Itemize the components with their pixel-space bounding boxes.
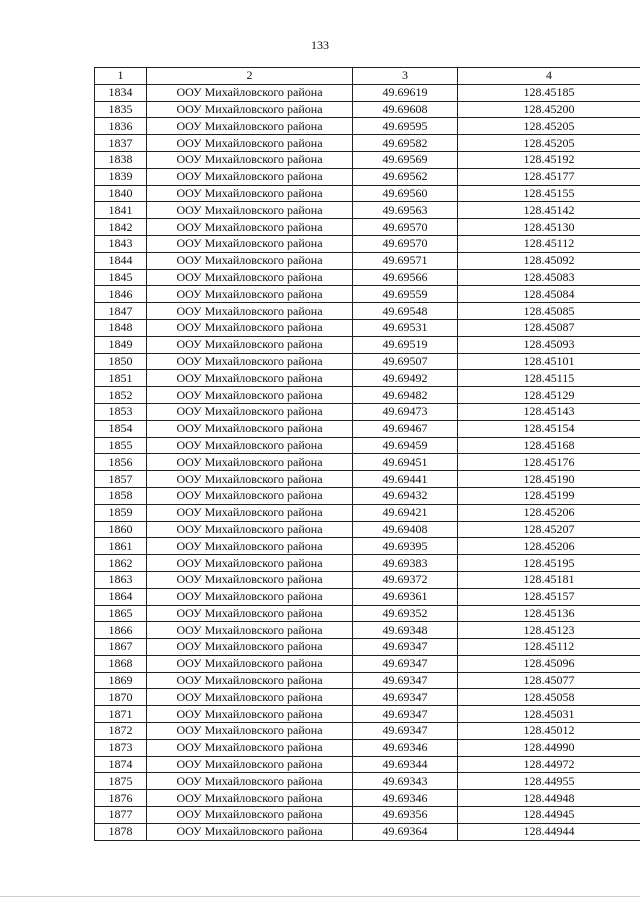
- longitude-cell: 128.45190: [458, 471, 640, 488]
- longitude-cell: 128.45157: [458, 588, 640, 605]
- table-row: [95, 319, 640, 336]
- latitude-cell: 49.69459: [353, 437, 458, 454]
- longitude-cell: 128.45195: [458, 555, 640, 572]
- longitude-cell: 128.45207: [458, 521, 640, 538]
- organization-cell: ООУ Михайловского района: [147, 504, 353, 521]
- table-row: [95, 252, 640, 269]
- point-number-cell: 1875: [95, 773, 147, 790]
- organization-cell: ООУ Михайловского района: [147, 689, 353, 706]
- table-row: [95, 303, 640, 320]
- longitude-cell: 128.45168: [458, 437, 640, 454]
- longitude-cell: 128.44944: [458, 823, 640, 840]
- scan-edge-line: [0, 896, 640, 897]
- organization-cell: ООУ Михайловского района: [147, 118, 353, 135]
- organization-cell: ООУ Михайловского района: [147, 723, 353, 740]
- table-row: [95, 689, 640, 706]
- organization-cell: ООУ Михайловского района: [147, 269, 353, 286]
- longitude-cell: 128.45129: [458, 387, 640, 404]
- header-row: [95, 68, 640, 85]
- latitude-cell: 49.69352: [353, 605, 458, 622]
- latitude-cell: 49.69343: [353, 773, 458, 790]
- latitude-cell: 49.69569: [353, 151, 458, 168]
- organization-cell: ООУ Михайловского района: [147, 487, 353, 504]
- organization-cell: ООУ Михайловского района: [147, 168, 353, 185]
- latitude-cell: 49.69364: [353, 823, 458, 840]
- latitude-cell: 49.69383: [353, 555, 458, 572]
- table-row: [95, 151, 640, 168]
- longitude-cell: 128.45031: [458, 706, 640, 723]
- latitude-cell: 49.69608: [353, 101, 458, 118]
- longitude-cell: 128.45199: [458, 487, 640, 504]
- point-number-cell: 1848: [95, 319, 147, 336]
- organization-cell: ООУ Михайловского района: [147, 135, 353, 152]
- longitude-cell: 128.45101: [458, 353, 640, 370]
- organization-cell: ООУ Михайловского района: [147, 756, 353, 773]
- organization-cell: ООУ Михайловского района: [147, 807, 353, 824]
- table-row: [95, 135, 640, 152]
- point-number-cell: 1874: [95, 756, 147, 773]
- table-row: [95, 235, 640, 252]
- longitude-cell: 128.45143: [458, 403, 640, 420]
- point-number-cell: 1845: [95, 269, 147, 286]
- point-number-cell: 1870: [95, 689, 147, 706]
- point-number-cell: 1869: [95, 672, 147, 689]
- organization-cell: ООУ Михайловского района: [147, 420, 353, 437]
- latitude-cell: 49.69566: [353, 269, 458, 286]
- longitude-cell: 128.45012: [458, 723, 640, 740]
- longitude-cell: 128.44955: [458, 773, 640, 790]
- header-col-2: 2: [147, 68, 353, 85]
- point-number-cell: 1834: [95, 84, 147, 101]
- header-col-3: 3: [353, 68, 458, 85]
- point-number-cell: 1876: [95, 790, 147, 807]
- longitude-cell: 128.45176: [458, 454, 640, 471]
- point-number-cell: 1839: [95, 168, 147, 185]
- latitude-cell: 49.69570: [353, 219, 458, 236]
- table-row: [95, 84, 640, 101]
- organization-cell: ООУ Михайловского района: [147, 555, 353, 572]
- table-row: [95, 538, 640, 555]
- longitude-cell: 128.45112: [458, 235, 640, 252]
- table-row: [95, 437, 640, 454]
- latitude-cell: 49.69432: [353, 487, 458, 504]
- latitude-cell: 49.69531: [353, 319, 458, 336]
- table-body: [95, 84, 640, 840]
- longitude-cell: 128.45092: [458, 252, 640, 269]
- organization-cell: ООУ Михайловского района: [147, 571, 353, 588]
- longitude-cell: 128.45084: [458, 286, 640, 303]
- table-row: [95, 672, 640, 689]
- longitude-cell: 128.45200: [458, 101, 640, 118]
- longitude-cell: 128.45192: [458, 151, 640, 168]
- organization-cell: ООУ Михайловского района: [147, 538, 353, 555]
- table-row: [95, 588, 640, 605]
- point-number-cell: 1859: [95, 504, 147, 521]
- latitude-cell: 49.69347: [353, 639, 458, 656]
- point-number-cell: 1878: [95, 823, 147, 840]
- organization-cell: ООУ Михайловского района: [147, 739, 353, 756]
- organization-cell: ООУ Михайловского района: [147, 773, 353, 790]
- point-number-cell: 1867: [95, 639, 147, 656]
- point-number-cell: 1852: [95, 387, 147, 404]
- table-row: [95, 790, 640, 807]
- latitude-cell: 49.69361: [353, 588, 458, 605]
- point-number-cell: 1838: [95, 151, 147, 168]
- table-row: [95, 807, 640, 824]
- table-row: [95, 269, 640, 286]
- point-number-cell: 1847: [95, 303, 147, 320]
- longitude-cell: 128.45155: [458, 185, 640, 202]
- organization-cell: ООУ Михайловского района: [147, 706, 353, 723]
- longitude-cell: 128.45206: [458, 538, 640, 555]
- table-row: [95, 605, 640, 622]
- table-row: [95, 555, 640, 572]
- longitude-cell: 128.44948: [458, 790, 640, 807]
- organization-cell: ООУ Михайловского района: [147, 605, 353, 622]
- latitude-cell: 49.69441: [353, 471, 458, 488]
- table-row: [95, 101, 640, 118]
- point-number-cell: 1871: [95, 706, 147, 723]
- latitude-cell: 49.69346: [353, 790, 458, 807]
- latitude-cell: 49.69507: [353, 353, 458, 370]
- table-row: [95, 202, 640, 219]
- latitude-cell: 49.69347: [353, 723, 458, 740]
- latitude-cell: 49.69344: [353, 756, 458, 773]
- point-number-cell: 1864: [95, 588, 147, 605]
- organization-cell: ООУ Михайловского района: [147, 370, 353, 387]
- organization-cell: ООУ Михайловского района: [147, 151, 353, 168]
- point-number-cell: 1873: [95, 739, 147, 756]
- point-number-cell: 1863: [95, 571, 147, 588]
- longitude-cell: 128.45087: [458, 319, 640, 336]
- latitude-cell: 49.69421: [353, 504, 458, 521]
- longitude-cell: 128.45058: [458, 689, 640, 706]
- table-row: [95, 353, 640, 370]
- table-row: [95, 521, 640, 538]
- longitude-cell: 128.45185: [458, 84, 640, 101]
- longitude-cell: 128.44945: [458, 807, 640, 824]
- point-number-cell: 1835: [95, 101, 147, 118]
- latitude-cell: 49.69451: [353, 454, 458, 471]
- point-number-cell: 1866: [95, 622, 147, 639]
- organization-cell: ООУ Михайловского района: [147, 353, 353, 370]
- table-row: [95, 387, 640, 404]
- longitude-cell: 128.45205: [458, 135, 640, 152]
- organization-cell: ООУ Михайловского района: [147, 319, 353, 336]
- longitude-cell: 128.45112: [458, 639, 640, 656]
- table-row: [95, 403, 640, 420]
- header-col-1: 1: [95, 68, 147, 85]
- point-number-cell: 1850: [95, 353, 147, 370]
- point-number-cell: 1861: [95, 538, 147, 555]
- coordinates-table: [94, 67, 640, 841]
- latitude-cell: 49.69519: [353, 336, 458, 353]
- point-number-cell: 1855: [95, 437, 147, 454]
- longitude-cell: 128.45154: [458, 420, 640, 437]
- table-row: [95, 118, 640, 135]
- point-number-cell: 1854: [95, 420, 147, 437]
- point-number-cell: 1844: [95, 252, 147, 269]
- point-number-cell: 1836: [95, 118, 147, 135]
- table-row: [95, 622, 640, 639]
- organization-cell: ООУ Михайловского района: [147, 622, 353, 639]
- latitude-cell: 49.69408: [353, 521, 458, 538]
- organization-cell: ООУ Михайловского района: [147, 303, 353, 320]
- organization-cell: ООУ Михайловского района: [147, 403, 353, 420]
- organization-cell: ООУ Михайловского района: [147, 101, 353, 118]
- header-col-4: 4: [458, 68, 640, 85]
- latitude-cell: 49.69482: [353, 387, 458, 404]
- latitude-cell: 49.69492: [353, 370, 458, 387]
- organization-cell: ООУ Михайловского района: [147, 655, 353, 672]
- organization-cell: ООУ Михайловского района: [147, 672, 353, 689]
- longitude-cell: 128.45181: [458, 571, 640, 588]
- longitude-cell: 128.45096: [458, 655, 640, 672]
- table-row: [95, 370, 640, 387]
- table-row: [95, 639, 640, 656]
- table-row: [95, 739, 640, 756]
- longitude-cell: 128.45130: [458, 219, 640, 236]
- organization-cell: ООУ Михайловского района: [147, 454, 353, 471]
- longitude-cell: 128.44990: [458, 739, 640, 756]
- longitude-cell: 128.45136: [458, 605, 640, 622]
- organization-cell: ООУ Михайловского района: [147, 471, 353, 488]
- table-row: [95, 219, 640, 236]
- longitude-cell: 128.45085: [458, 303, 640, 320]
- latitude-cell: 49.69571: [353, 252, 458, 269]
- table-row: [95, 336, 640, 353]
- longitude-cell: 128.45205: [458, 118, 640, 135]
- table-row: [95, 756, 640, 773]
- latitude-cell: 49.69348: [353, 622, 458, 639]
- longitude-cell: 128.45083: [458, 269, 640, 286]
- point-number-cell: 1837: [95, 135, 147, 152]
- longitude-cell: 128.45177: [458, 168, 640, 185]
- latitude-cell: 49.69372: [353, 571, 458, 588]
- point-number-cell: 1858: [95, 487, 147, 504]
- table-row: [95, 420, 640, 437]
- point-number-cell: 1860: [95, 521, 147, 538]
- table-row: [95, 454, 640, 471]
- longitude-cell: 128.45142: [458, 202, 640, 219]
- organization-cell: ООУ Михайловского района: [147, 588, 353, 605]
- organization-cell: ООУ Михайловского района: [147, 790, 353, 807]
- latitude-cell: 49.69582: [353, 135, 458, 152]
- table-row: [95, 823, 640, 840]
- latitude-cell: 49.69347: [353, 689, 458, 706]
- latitude-cell: 49.69548: [353, 303, 458, 320]
- table-row: [95, 706, 640, 723]
- point-number-cell: 1865: [95, 605, 147, 622]
- organization-cell: ООУ Михайловского района: [147, 202, 353, 219]
- organization-cell: ООУ Михайловского района: [147, 521, 353, 538]
- point-number-cell: 1857: [95, 471, 147, 488]
- latitude-cell: 49.69346: [353, 739, 458, 756]
- latitude-cell: 49.69562: [353, 168, 458, 185]
- organization-cell: ООУ Михайловского района: [147, 286, 353, 303]
- organization-cell: ООУ Михайловского района: [147, 84, 353, 101]
- organization-cell: ООУ Михайловского района: [147, 219, 353, 236]
- latitude-cell: 49.69395: [353, 538, 458, 555]
- organization-cell: ООУ Михайловского района: [147, 639, 353, 656]
- point-number-cell: 1872: [95, 723, 147, 740]
- table-row: [95, 655, 640, 672]
- latitude-cell: 49.69473: [353, 403, 458, 420]
- latitude-cell: 49.69570: [353, 235, 458, 252]
- latitude-cell: 49.69347: [353, 655, 458, 672]
- longitude-cell: 128.44972: [458, 756, 640, 773]
- table-row: [95, 471, 640, 488]
- latitude-cell: 49.69356: [353, 807, 458, 824]
- table-row: [95, 571, 640, 588]
- longitude-cell: 128.45077: [458, 672, 640, 689]
- organization-cell: ООУ Михайловского района: [147, 437, 353, 454]
- point-number-cell: 1851: [95, 370, 147, 387]
- latitude-cell: 49.69347: [353, 706, 458, 723]
- latitude-cell: 49.69595: [353, 118, 458, 135]
- point-number-cell: 1840: [95, 185, 147, 202]
- point-number-cell: 1841: [95, 202, 147, 219]
- table-row: [95, 487, 640, 504]
- longitude-cell: 128.45206: [458, 504, 640, 521]
- point-number-cell: 1868: [95, 655, 147, 672]
- point-number-cell: 1842: [95, 219, 147, 236]
- organization-cell: ООУ Михайловского района: [147, 823, 353, 840]
- latitude-cell: 49.69467: [353, 420, 458, 437]
- point-number-cell: 1862: [95, 555, 147, 572]
- table-header: [95, 68, 640, 85]
- point-number-cell: 1877: [95, 807, 147, 824]
- point-number-cell: 1856: [95, 454, 147, 471]
- table-row: [95, 286, 640, 303]
- latitude-cell: 49.69559: [353, 286, 458, 303]
- longitude-cell: 128.45115: [458, 370, 640, 387]
- latitude-cell: 49.69560: [353, 185, 458, 202]
- point-number-cell: 1853: [95, 403, 147, 420]
- organization-cell: ООУ Михайловского района: [147, 336, 353, 353]
- table-row: [95, 185, 640, 202]
- longitude-cell: 128.45123: [458, 622, 640, 639]
- organization-cell: ООУ Михайловского района: [147, 387, 353, 404]
- point-number-cell: 1843: [95, 235, 147, 252]
- organization-cell: ООУ Михайловского района: [147, 252, 353, 269]
- longitude-cell: 128.45093: [458, 336, 640, 353]
- point-number-cell: 1846: [95, 286, 147, 303]
- latitude-cell: 49.69563: [353, 202, 458, 219]
- table-row: [95, 504, 640, 521]
- table-row: [95, 773, 640, 790]
- latitude-cell: 49.69619: [353, 84, 458, 101]
- organization-cell: ООУ Михайловского района: [147, 235, 353, 252]
- latitude-cell: 49.69347: [353, 672, 458, 689]
- table-row: [95, 168, 640, 185]
- table-row: [95, 723, 640, 740]
- point-number-cell: 1849: [95, 336, 147, 353]
- organization-cell: ООУ Михайловского района: [147, 185, 353, 202]
- page-number: 133: [311, 38, 329, 52]
